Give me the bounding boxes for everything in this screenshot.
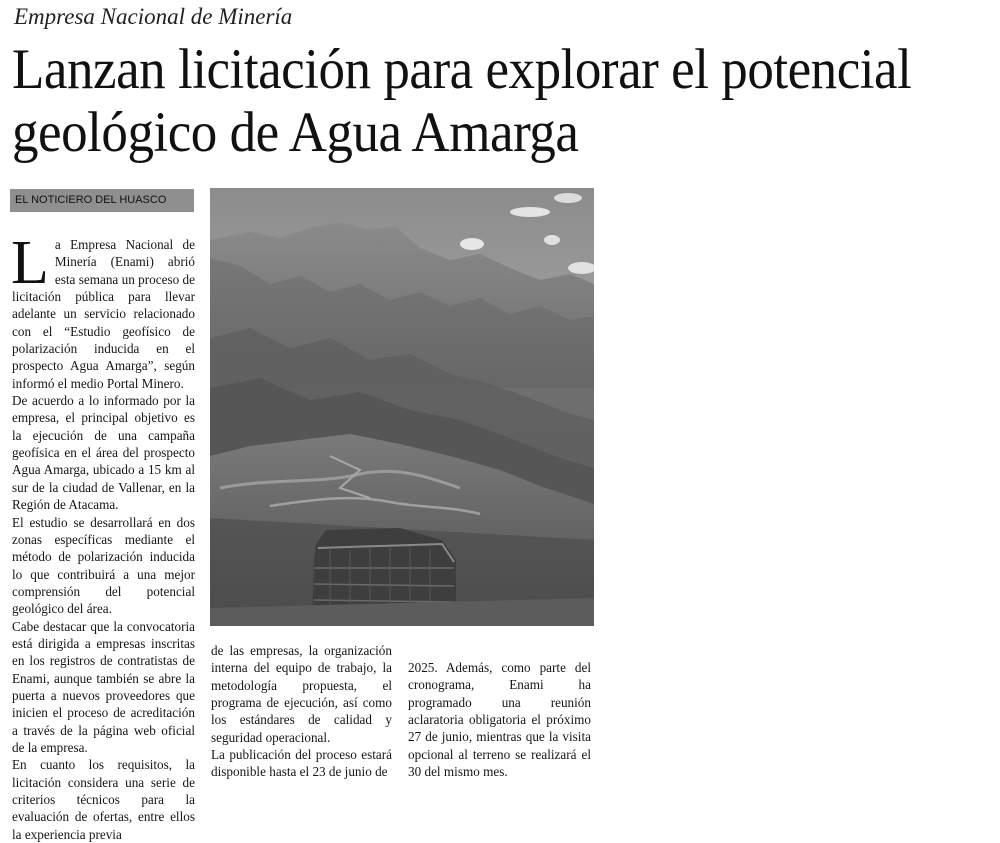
article-photo — [210, 188, 594, 626]
drop-cap: L — [11, 229, 49, 297]
article-column-3 — [408, 659, 591, 780]
paragraph-1-text: a Empresa Nacional de Minería (Enami) abrió esta semana un proceso de licitación pública para llevar adelante un servicio relacionado con el “Estudio geofísico de polarización inducida en el prospecto Agua Amarga”, según informó el medio Portal Minero. — [12, 237, 195, 391]
article-kicker: Empresa Nacional de Minería — [14, 4, 293, 29]
paragraph-7: La publicación del proceso estará disponible hasta el 23 de junio de — [211, 747, 392, 780]
paragraph-8: 2025. Además, como parte del cronograma, Enami ha programado una reunión aclaratoria obligatoria el próximo 27 de junio, mientras que la visita opcional al terreno se realizará el 30 del mismo mes. — [408, 660, 591, 780]
article-column-2 — [211, 642, 392, 781]
headline-line-1: Lanzan licitación para explorar el potencial — [12, 38, 912, 101]
article-headline — [12, 38, 928, 164]
paragraph-3: El estudio se desarrollará en dos zonas específicas mediante el método de polarización inducida lo que contribuirá a una mejor comprensión del potencial geológico del área. — [12, 514, 195, 617]
headline-line-2: geológico de Agua Amarga — [12, 101, 579, 164]
paragraph-5: En cuanto los requisitos, la licitación considera una serie de criterios técnicos para la evaluación de ofertas, entre ellos la experiencia previa — [12, 757, 195, 842]
paragraph-1 — [11, 229, 195, 392]
article-column-1 — [11, 229, 195, 843]
mountain-landscape-image — [210, 188, 594, 626]
paragraph-4: Cabe destacar que la convocatoria está dirigida a empresas inscritas en los registros de contratistas de Enami, aunque también se abre la puerta a nuevos proveedores que inicien el proceso de acreditación a través de la página web oficial de la empresa. — [12, 618, 195, 755]
source-label: EL NOTICIERO DEL HUASCO — [10, 189, 194, 212]
paragraph-2: De acuerdo a lo informado por la empresa, el principal objetivo es la ejecución de una campaña geofísica en el área del prospecto Agua Amarga, ubicado a 15 km al sur de la ciudad de Vallenar, en la Región de Atacama. — [12, 393, 195, 513]
paragraph-6: de las empresas, la organización interna del equipo de trabajo, la metodología propuesta, el programa de ejecución, así como los estándares de calidad y seguridad operacional. — [211, 643, 392, 745]
